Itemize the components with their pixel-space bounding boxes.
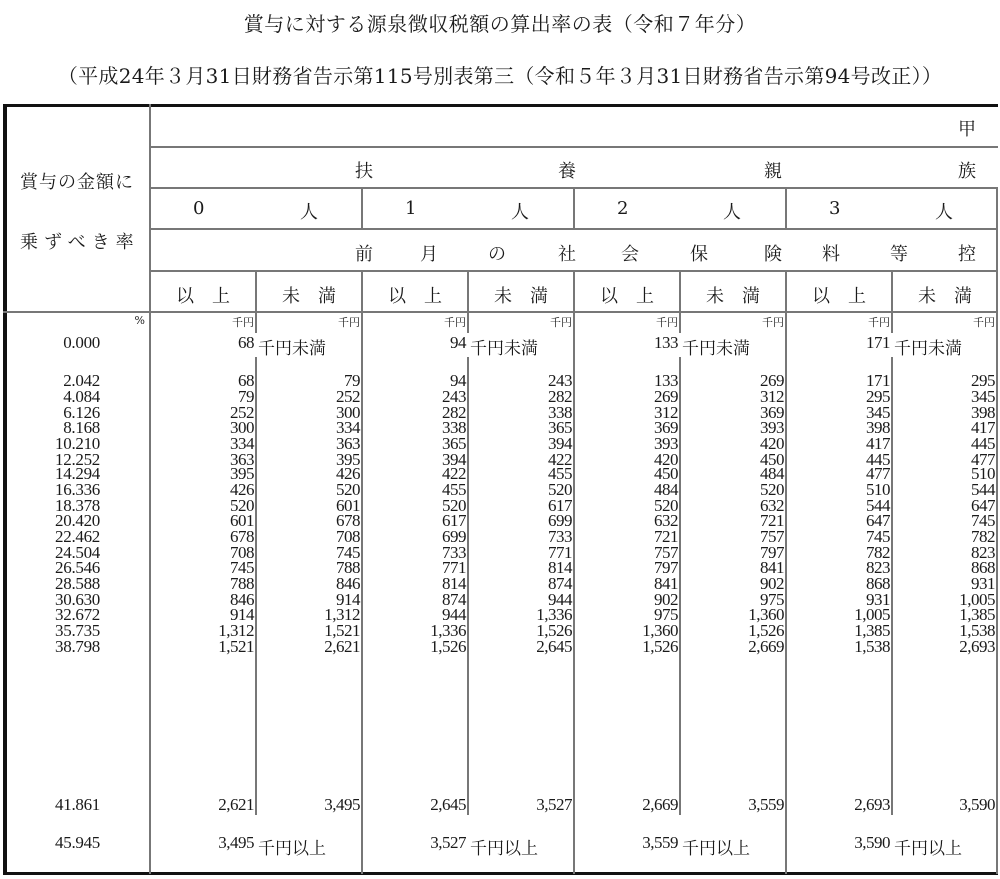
min-amount: 300 [230,417,254,437]
threshold-value: 133 [654,333,678,352]
rate-value: 22.462 [55,527,100,547]
rate-value: 38.798 [55,636,100,656]
max-amount: 797 [760,543,784,563]
header-social-char: 等 [890,244,908,265]
rate-value: 20.420 [55,511,100,531]
max-amount: 282 [548,387,572,406]
min-amount: 788 [230,573,254,593]
rate-value: 18.378 [55,496,100,516]
dependent-count-2: 2 [617,198,629,219]
max-amount: 3,559 [748,795,784,814]
min-amount: 338 [442,417,466,437]
max-amount: 417 [971,417,995,437]
header-left-line1: 賞与の金額に [20,172,134,193]
max-amount: 745 [971,511,995,531]
rate-value: 28.588 [55,573,100,593]
header-left-line2: 乗ずべき率 [20,232,140,253]
max-amount: 295 [971,371,995,390]
max-amount: 477 [971,449,995,469]
above-label: 千円以上 [682,839,750,858]
max-amount: 1,005 [959,589,995,609]
max-amount: 395 [336,449,360,469]
max-amount: 601 [336,496,360,516]
group-divider [361,187,363,228]
max-amount: 868 [971,557,995,577]
header-social-char: 前 [355,244,373,265]
min-max-divider [891,311,893,333]
max-amount: 520 [336,480,360,500]
header-dependents-char: 族 [958,161,976,182]
page-subtitle: （平成24年３月31日財務省告示第115号別表第三（令和５年３月31日財務省告示第94号改正）） [57,64,943,88]
header-bottom-line [3,311,998,313]
group-divider [785,311,787,874]
rate-value: 24.504 [55,543,100,563]
max-amount: 841 [760,557,784,577]
min-amount: 455 [442,480,466,500]
min-amount: 601 [230,511,254,531]
amount-unit: 千円 [444,316,466,329]
max-amount: 823 [971,543,995,563]
min-amount: 520 [230,496,254,516]
max-amount: 252 [336,387,360,406]
max-amount: 745 [336,543,360,563]
min-amount: 1,312 [218,620,254,640]
min-max-divider [891,357,893,815]
min-amount: 484 [654,480,678,500]
rate-value: 32.672 [55,604,100,624]
min-max-divider [255,311,257,333]
min-amount: 450 [654,464,678,484]
max-amount: 617 [548,496,572,516]
max-amount: 338 [548,403,572,422]
min-amount: 2,621 [218,795,254,814]
min-amount: 544 [866,496,890,516]
col-header-min: 以 上 [812,286,866,307]
min-amount: 846 [230,589,254,609]
max-amount: 757 [760,527,784,547]
header-dependents-char: 扶 [355,161,373,182]
min-amount: 363 [230,449,254,469]
table-top-border [3,104,998,107]
max-amount: 269 [760,371,784,390]
min-amount: 394 [442,449,466,469]
rate-value: 0.000 [63,333,100,352]
min-amount: 797 [654,557,678,577]
max-amount: 520 [760,480,784,500]
max-amount: 846 [336,573,360,593]
min-amount: 757 [654,543,678,563]
rate-value: 35.735 [55,620,100,640]
max-amount: 363 [336,433,360,453]
amount-unit: 千円 [656,316,678,329]
min-amount: 420 [654,449,678,469]
max-amount: 544 [971,480,995,500]
max-amount: 2,645 [536,636,572,656]
max-amount: 1,360 [748,604,784,624]
min-amount: 944 [442,604,466,624]
max-amount: 369 [760,403,784,422]
max-amount: 420 [760,433,784,453]
min-amount: 398 [866,417,890,437]
max-amount: 708 [336,527,360,547]
max-amount: 771 [548,543,572,563]
max-amount: 902 [760,573,784,593]
max-amount: 1,526 [748,620,784,640]
max-amount: 1,336 [536,604,572,624]
below-label: 千円未満 [258,339,326,358]
min-amount: 841 [654,573,678,593]
min-amount: 874 [442,589,466,609]
max-amount: 79 [344,371,360,390]
threshold-value: 68 [238,333,254,352]
below-label: 千円未満 [894,339,962,358]
max-amount: 345 [971,387,995,406]
group-divider [785,187,787,228]
rate-value: 6.126 [63,403,100,422]
min-amount: 365 [442,433,466,453]
rate-value: 41.861 [55,795,100,814]
amount-unit: 千円 [550,316,572,329]
max-amount: 944 [548,589,572,609]
min-amount: 334 [230,433,254,453]
min-amount: 68 [238,371,254,390]
min-amount: 1,526 [430,636,466,656]
max-amount: 365 [548,417,572,437]
max-amount: 647 [971,496,995,516]
max-amount: 782 [971,527,995,547]
max-amount: 975 [760,589,784,609]
min-amount: 2,693 [854,795,890,814]
max-amount: 422 [548,449,572,469]
max-amount: 1,538 [959,620,995,640]
rate-value: 14.294 [55,464,100,484]
max-amount: 3,495 [324,795,360,814]
header-social-char: 社 [558,244,576,265]
above-label: 千円以上 [894,839,962,858]
threshold-value: 3,559 [642,833,678,852]
min-amount: 931 [866,589,890,609]
below-label: 千円未満 [682,339,750,358]
min-amount: 243 [442,387,466,406]
min-amount: 699 [442,527,466,547]
col-header-min: 以 上 [388,286,442,307]
min-amount: 295 [866,387,890,406]
rate-value: 26.546 [55,557,100,577]
max-amount: 300 [336,403,360,422]
rate-value: 30.630 [55,589,100,609]
min-amount: 79 [238,387,254,406]
min-amount: 2,669 [642,795,678,814]
min-amount: 914 [230,604,254,624]
max-amount: 243 [548,371,572,390]
min-amount: 252 [230,403,254,422]
amount-unit: 千円 [973,316,995,329]
min-amount: 345 [866,403,890,422]
max-amount: 1,312 [324,604,360,624]
below-label: 千円未満 [470,339,538,358]
header-dependents-char: 親 [764,161,782,182]
max-amount: 733 [548,527,572,547]
max-amount: 1,526 [536,620,572,640]
min-amount: 422 [442,464,466,484]
max-amount: 3,527 [536,795,572,814]
min-amount: 708 [230,543,254,563]
min-amount: 393 [654,433,678,453]
header-social-char: 料 [822,244,840,265]
dependent-count-0: 0 [193,198,205,219]
amount-unit: 千円 [338,316,360,329]
threshold-value: 171 [866,333,890,352]
group-divider [361,311,363,874]
rate-value: 2.042 [63,371,100,390]
max-amount: 445 [971,433,995,453]
rate-column-divider [149,104,151,874]
header-social-char: 保 [690,244,708,265]
min-amount: 782 [866,543,890,563]
min-amount: 417 [866,433,890,453]
min-amount: 477 [866,464,890,484]
min-amount: 745 [866,527,890,547]
min-amount: 171 [866,371,890,390]
max-amount: 334 [336,417,360,437]
col-header-max: 未 満 [706,286,760,307]
min-amount: 1,336 [430,620,466,640]
rate-value: 10.210 [55,433,100,453]
dependent-count-1: 1 [405,198,417,219]
min-max-divider [467,311,469,333]
min-amount: 975 [654,604,678,624]
max-amount: 450 [760,449,784,469]
header-line-1 [150,146,998,148]
page-title: 賞与に対する源泉徴収税額の算出率の表（令和７年分） [243,12,757,36]
max-amount: 520 [548,480,572,500]
min-amount: 312 [654,403,678,422]
min-amount: 617 [442,511,466,531]
min-amount: 733 [442,543,466,563]
max-amount: 632 [760,496,784,516]
min-amount: 445 [866,449,890,469]
col-header-max: 未 満 [494,286,548,307]
rate-value: 4.084 [63,387,100,406]
max-amount: 874 [548,573,572,593]
max-amount: 1,521 [324,620,360,640]
threshold-value: 3,527 [430,833,466,852]
min-amount: 520 [442,496,466,516]
max-amount: 393 [760,417,784,437]
header-line-3 [150,228,998,230]
group-divider [573,187,575,228]
header-social-char: 月 [420,244,438,265]
rate-value: 12.252 [55,449,100,469]
rate-value: 8.168 [63,417,100,437]
min-amount: 647 [866,511,890,531]
threshold-value: 3,495 [218,833,254,852]
min-amount: 721 [654,527,678,547]
col-header-max: 未 満 [918,286,972,307]
min-amount: 814 [442,573,466,593]
min-amount: 2,645 [430,795,466,814]
above-label: 千円以上 [470,839,538,858]
min-max-divider [679,311,681,333]
max-amount: 394 [548,433,572,453]
max-amount: 1,385 [959,604,995,624]
col-header-min: 以 上 [176,286,230,307]
col-header-min: 以 上 [600,286,654,307]
header-dependents-char: 養 [558,161,576,182]
above-label: 千円以上 [258,839,326,858]
min-amount: 520 [654,496,678,516]
max-amount: 426 [336,464,360,484]
min-max-divider [255,357,257,815]
min-amount: 823 [866,557,890,577]
min-amount: 510 [866,480,890,500]
max-amount: 2,669 [748,636,784,656]
min-amount: 1,538 [854,636,890,656]
min-max-divider [467,357,469,815]
max-amount: 788 [336,557,360,577]
table-bottom-border [3,872,998,875]
min-amount: 369 [654,417,678,437]
dependent-unit-1: 人 [511,202,529,223]
min-amount: 1,360 [642,620,678,640]
min-amount: 1,005 [854,604,890,624]
max-amount: 510 [971,464,995,484]
max-amount: 2,621 [324,636,360,656]
max-amount: 914 [336,589,360,609]
min-amount: 771 [442,557,466,577]
max-amount: 2,693 [959,636,995,656]
min-amount: 282 [442,403,466,422]
max-amount: 814 [548,557,572,577]
max-amount: 721 [760,511,784,531]
min-amount: 1,385 [854,620,890,640]
min-amount: 133 [654,371,678,390]
dependent-unit-2: 人 [723,202,741,223]
min-amount: 395 [230,464,254,484]
header-social-char: 険 [764,244,782,265]
group-divider [573,311,575,874]
rate-unit: % [134,314,145,327]
dependent-unit-3: 人 [935,202,953,223]
max-amount: 3,590 [959,795,995,814]
threshold-value: 3,590 [854,833,890,852]
rate-value: 16.336 [55,480,100,500]
min-amount: 94 [450,371,466,390]
header-category: 甲 [958,119,976,140]
min-amount: 1,526 [642,636,678,656]
amount-unit: 千円 [868,316,890,329]
rate-value: 45.945 [55,833,100,852]
min-amount: 632 [654,511,678,531]
min-amount: 678 [230,527,254,547]
max-amount: 678 [336,511,360,531]
min-amount: 426 [230,480,254,500]
threshold-value: 94 [450,333,466,352]
header-social-char: の [488,244,506,265]
dependent-count-3: 3 [829,198,841,219]
min-amount: 1,521 [218,636,254,656]
min-amount: 902 [654,589,678,609]
header-social-char: 控 [958,244,976,265]
amount-unit: 千円 [232,316,254,329]
header-social-char: 会 [621,244,639,265]
amount-unit: 千円 [762,316,784,329]
col-header-max: 未 満 [282,286,336,307]
max-amount: 699 [548,511,572,531]
min-max-divider [679,357,681,815]
max-amount: 398 [971,403,995,422]
min-amount: 868 [866,573,890,593]
max-amount: 455 [548,464,572,484]
max-amount: 312 [760,387,784,406]
max-amount: 484 [760,464,784,484]
max-amount: 931 [971,573,995,593]
min-amount: 269 [654,387,678,406]
min-amount: 745 [230,557,254,577]
dependent-unit-0: 人 [300,202,318,223]
